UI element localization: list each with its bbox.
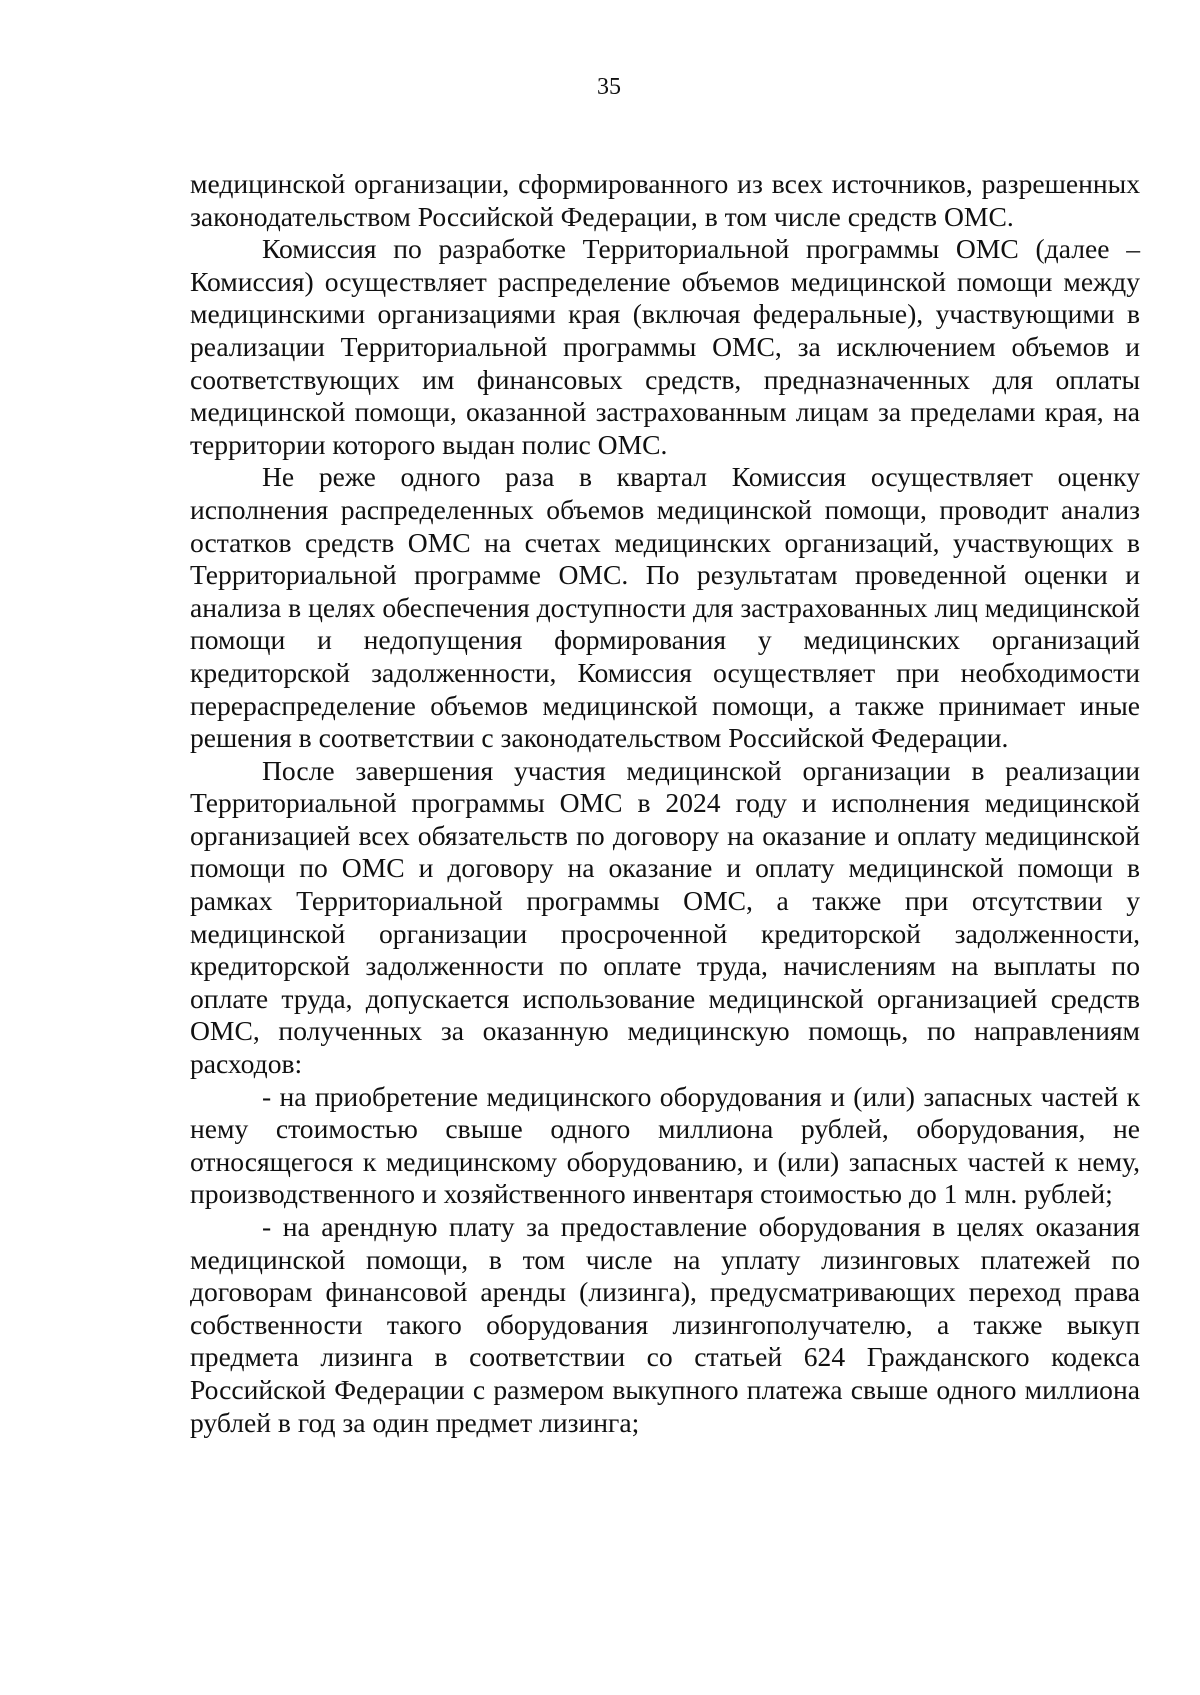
paragraph-quarterly-assessment: Не реже одного раза в квартал Комиссия осуществляет оценку исполнения распределенных объемов медицинской помощи, проводит анализ остатков средств ОМС на счетах медицинских организаций, участвующих в Территориальной программе ОМС. По результатам проведенной оценки и анализа в целях обеспечения доступности для застрахованных лиц медицинской помощи и недопущения формирования у медицинских организаций кредиторской задолженности, Комиссия осуществляет при необходимости перераспределение объемов медицинской помощи, а также принимает иные решения в соответствии с законодательством Российской Федерации.	[190, 461, 1140, 754]
paragraph-after-participation: После завершения участия медицинской организации в реализации Территориальной программы ОМС в 2024 году и исполнения медицинской организацией всех обязательств по договору на оказание и оплату медицинской помощи по ОМС и договору на оказание и оплату медицинской помощи в рамках Территориальной программы ОМС, а также при отсутствии у медицинской организации просроченной кредиторской задолженности, кредиторской задолженности по оплате труда, начислениям на выплаты по оплате труда, допускается использование медицинской организацией средств ОМС, полученных за оказанную медицинскую помощь, по направлениям расходов:	[190, 754, 1140, 1080]
document-body	[190, 168, 1140, 1439]
list-item-leasing: - на арендную плату за предоставление оборудования в целях оказания медицинской помощи, в том числе на уплату лизинговых платежей по договорам финансовой аренды (лизинга), предусматривающих переход права собственности такого оборудования лизингополучателю, а также выкуп предмета лизинга в соответствии со статьей 624 Гражданского кодекса Российской Федерации с размером выкупного платежа свыше одного миллиона рублей в год за один предмет лизинга;	[190, 1211, 1140, 1438]
list-item-equipment-purchase: - на приобретение медицинского оборудования и (или) запасных частей к нему стоимостью свыше одного миллиона рублей, оборудования, не относящегося к медицинскому оборудованию, и (или) запасных частей к нему, производственного и хозяйственного инвентаря стоимостью до 1 млн. рублей;	[190, 1080, 1140, 1210]
page-number: 35	[597, 74, 621, 100]
paragraph-commission-distribution: Комиссия по разработке Территориальной программы ОМС (далее – Комиссия) осуществляет распределение объемов медицинской помощи между медицинскими организациями края (включая федеральные), участвующими в реализации Территориальной программы ОМС, за исключением объемов и соответствующих им финансовых средств, предназначенных для оплаты медицинской помощи, оказанной застрахованным лицам за пределами края, на территории которого выдан полис ОМС.	[190, 233, 1140, 460]
paragraph-continuation: медицинской организации, сформированного из всех источников, разрешенных законодательством Российской Федерации, в том числе средств ОМС.	[190, 168, 1140, 232]
